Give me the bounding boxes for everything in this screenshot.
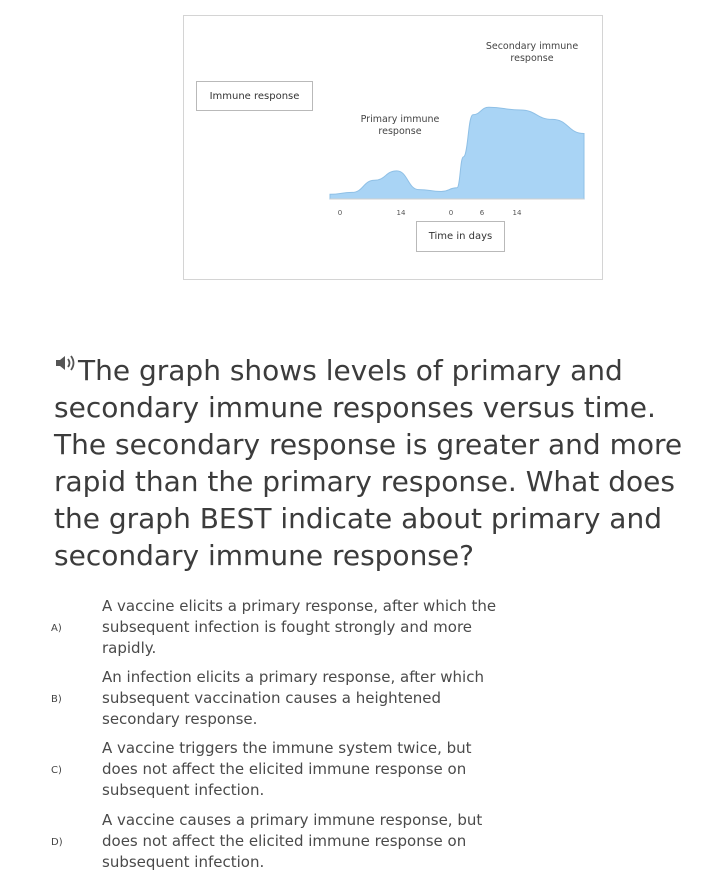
speaker-icon[interactable] [54, 354, 76, 372]
x-tick-label: 0 [337, 209, 343, 217]
x-tick-label: 0 [448, 209, 454, 217]
option-letter: C) [51, 765, 62, 776]
question-block [54, 352, 714, 574]
primary-response-annotation: Primary immune response [360, 114, 440, 137]
option-text: A vaccine elicits a primary response, after which the subsequent infection is fought strongly and more rapidly. [102, 597, 497, 657]
option-text: A vaccine causes a primary immune response, but does not affect the elicited immune response on subsequent infection. [102, 811, 483, 871]
x-tick-label: 6 [479, 209, 485, 217]
immune-response-chart [183, 15, 603, 280]
y-axis-label: Immune response [196, 81, 313, 111]
option-letter: B) [51, 694, 62, 705]
option-letter: D) [51, 837, 63, 848]
x-tick-label: 14 [396, 209, 406, 217]
x-axis-label: Time in days [416, 221, 505, 252]
option-text: An infection elicits a primary response, after which subsequent vaccination causes a heightened secondary response. [102, 668, 484, 728]
option-letter: A) [51, 623, 62, 634]
question-text: The graph shows levels of primary and secondary immune responses versus time. The secondary response is greater and more rapid than the primary response. What does the graph BEST indicate about primary and secondary immune response? [54, 354, 683, 572]
secondary-response-annotation: Secondary immune response [485, 41, 579, 64]
x-tick-label: 14 [512, 209, 522, 217]
option-text: A vaccine triggers the immune system twice, but does not affect the elicited immune response on subsequent infection. [102, 739, 472, 799]
